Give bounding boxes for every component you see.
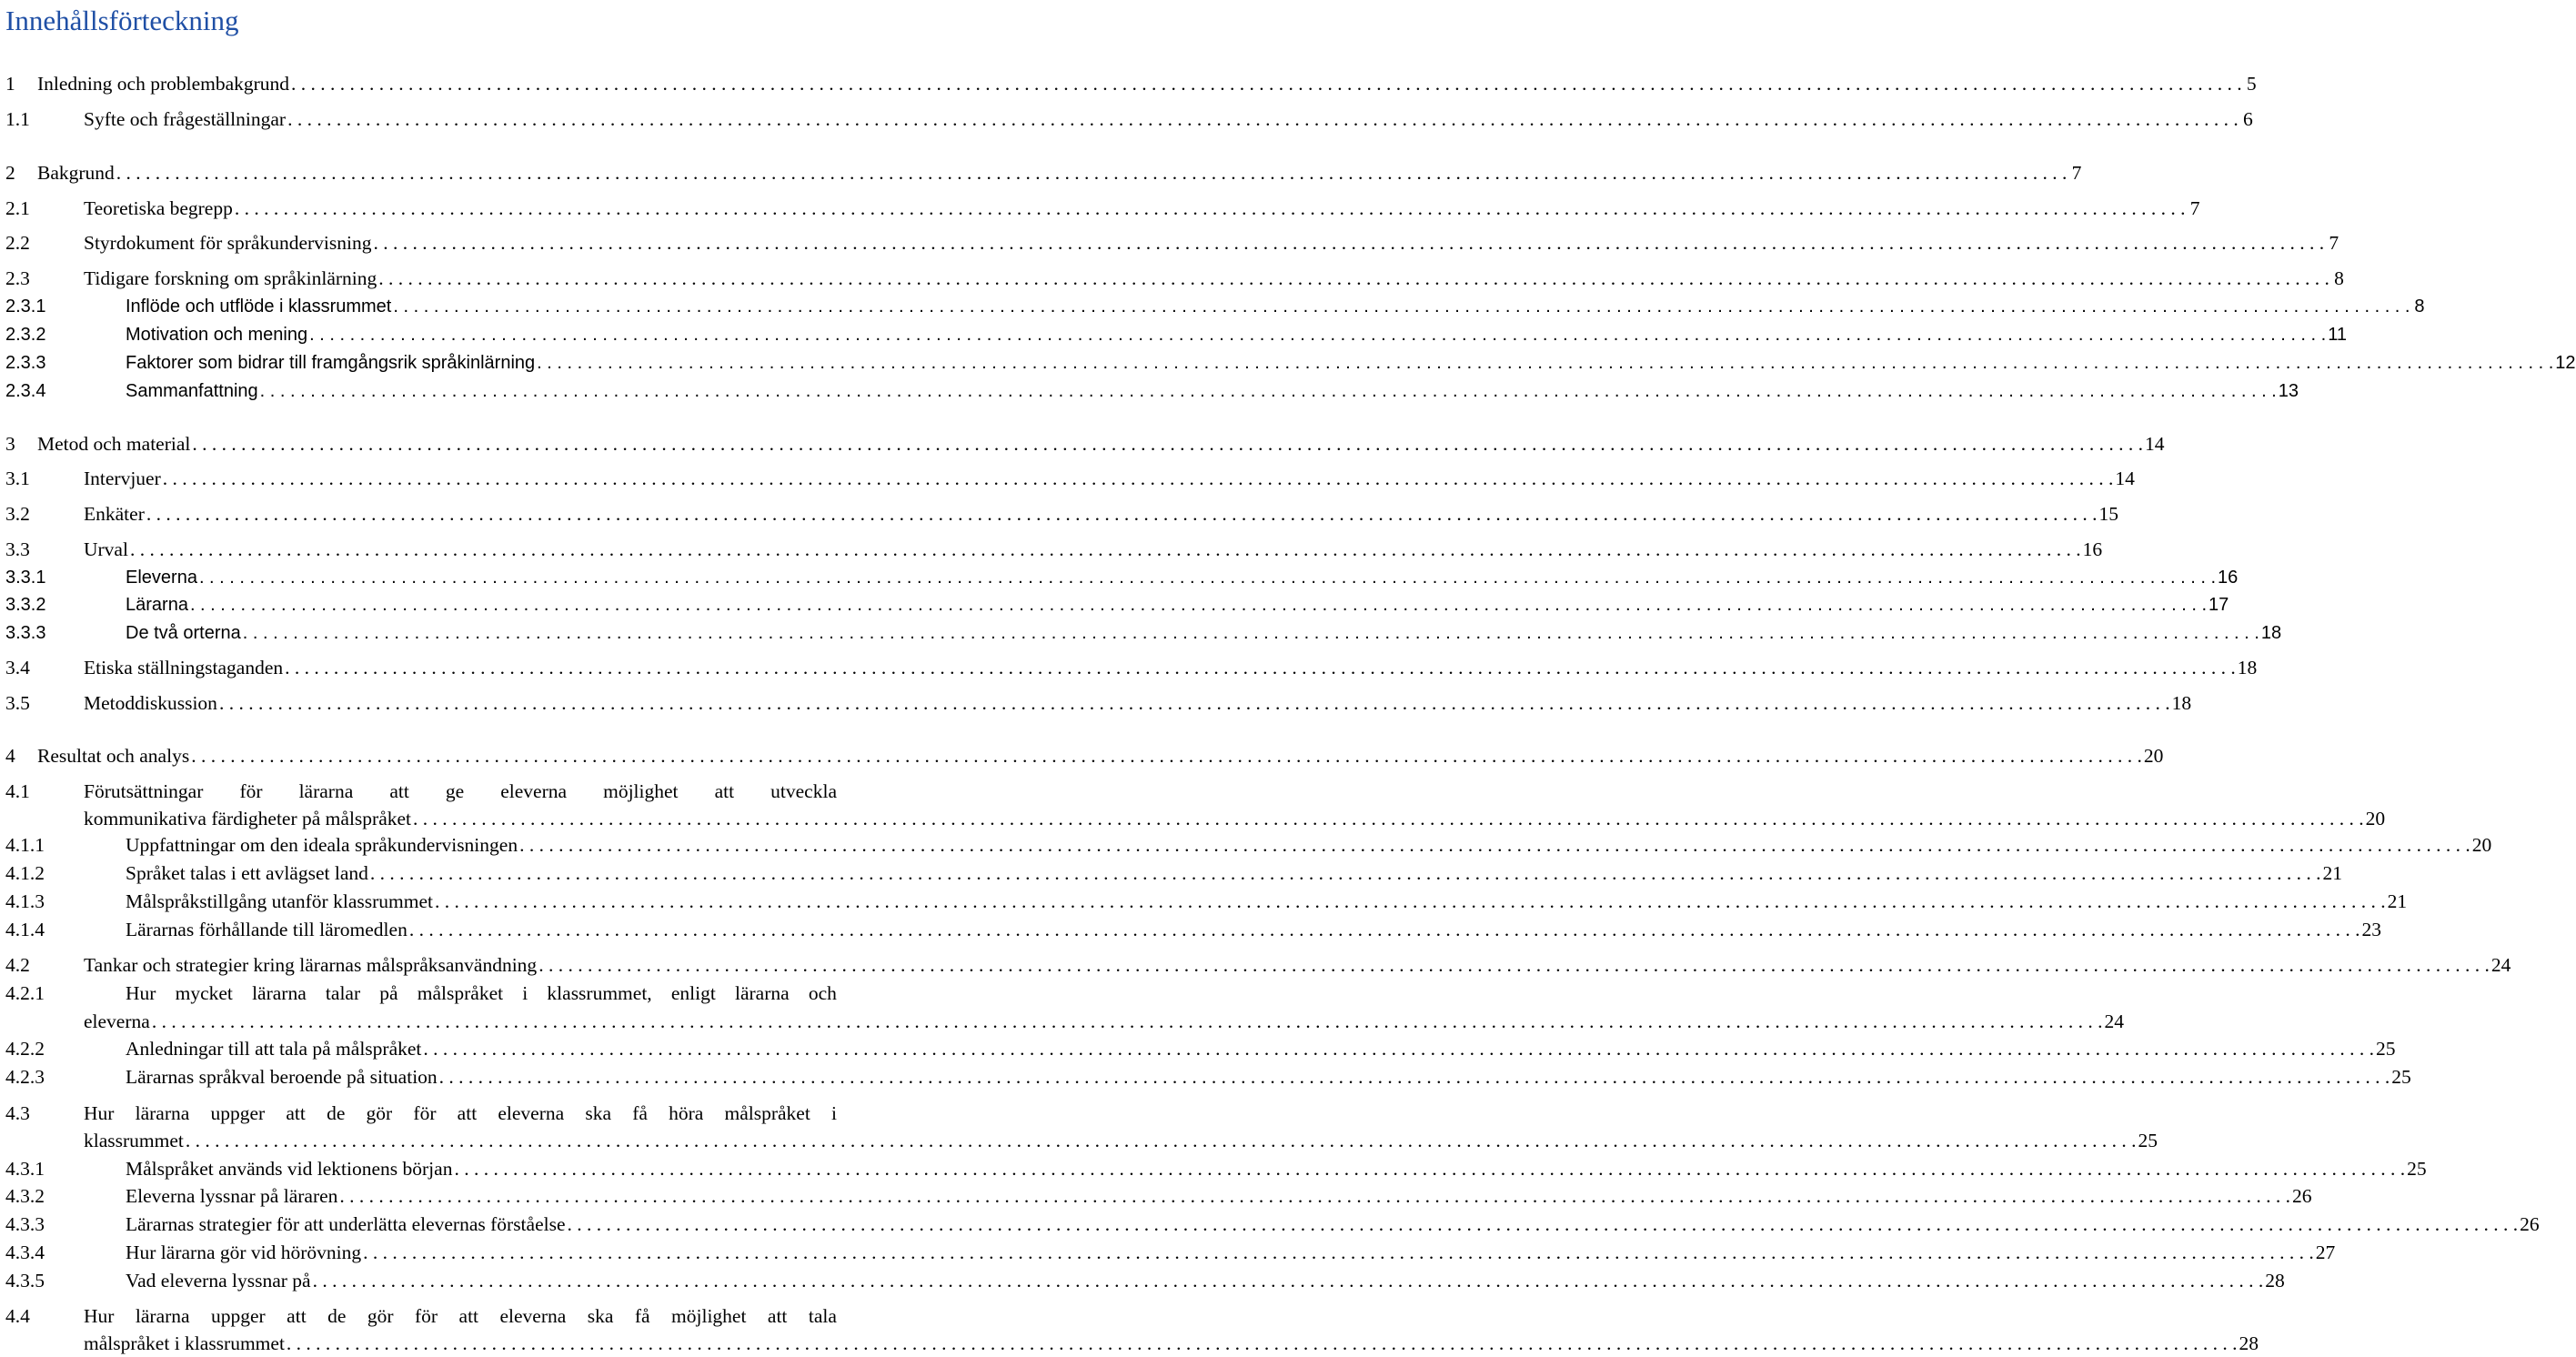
toc-entry-page: 7: [2329, 232, 2340, 254]
dot-leader: . . . . . . . . . . . . . . . . . . . . . . . . . . . . . . . . . . . . . . . . . . . . . . . . . . . . . . . . . . . . . . . . . . . . . . . . . . . . . . . . . . . . . . . . . . . . . . . . . . . . . . . . . . . . . . . . . . . . . . . . . . . . . . . . . . . . . . . . . . . . . . . . . . . . . . . . . . . . . . . . . . . . . . . . . . . . . . . . . . . . . . . . . . . . . . . . . . . . . . . .: [287, 108, 2239, 130]
dot-leader: . . . . . . . . . . . . . . . . . . . . . . . . . . . . . . . . . . . . . . . . . . . . . . . . . . . . . . . . . . . . . . . . . . . . . . . . . . . . . . . . . . . . . . . . . . . . . . . . . . . . . . . . . . . . . . . . . . . . . . . . . . . . . . . . . . . . . . . . . . . . . . . . . . . . . . . . . . . . . . . . . . . . . . . . . . . . . . . . . . . . . . . . . . . . . . . . . . . . . . . .: [408, 919, 2360, 940]
toc-entry-number: 2.3.2: [5, 325, 46, 345]
dot-leader: . . . . . . . . . . . . . . . . . . . . . . . . . . . . . . . . . . . . . . . . . . . . . . . . . . . . . . . . . . . . . . . . . . . . . . . . . . . . . . . . . . . . . . . . . . . . . . . . . . . . . . . . . . . . . . . . . . . . . . . . . . . . . . . . . . . . . . . . . . . . . . . . . . . . . . . . . . . . . . . . . . . . . . . . . . . . . . . . . . . . . . . . . . . . . . . . . . . . . . . .: [378, 267, 2329, 289]
toc-entry-number: 4.2: [5, 954, 30, 976]
dot-leader: . . . . . . . . . . . . . . . . . . . . . . . . . . . . . . . . . . . . . . . . . . . . . . . . . . . . . . . . . . . . . . . . . . . . . . . . . . . . . . . . . . . . . . . . . . . . . . . . . . . . . . . . . . . . . . . . . . . . . . . . . . . . . . . . . . . . . . . . . . . . . . . . . . . . . . . . . . . . . . . . . . . . . . . . . . . . . . . . . . . . . . . . . . . . . . . . . . . . . . . .: [189, 595, 2208, 615]
toc-entry-number: 4.4: [5, 1305, 30, 1327]
toc-entry-page: 13: [2278, 381, 2299, 401]
toc-entry-number: 3.3.1: [5, 568, 46, 588]
toc-entry-label: Teoretiska begrepp: [84, 197, 233, 219]
dot-leader: . . . . . . . . . . . . . . . . . . . . . . . . . . . . . . . . . . . . . . . . . . . . . . . . . . . . . . . . . . . . . . . . . . . . . . . . . . . . . . . . . . . . . . . . . . . . . . . . . . . . . . . . . . . . . . . . . . . . . . . . . . . . . . . . . . . . . . . . . . . . . . . . . . . . . . . . . . . . . . . . . . . . . . . . . . . . . . . . . . . . . . . . . . . . . . . . . . . . . . . .: [438, 1066, 2390, 1088]
toc-entry-number: 3.2: [5, 503, 30, 525]
dot-leader: . . . . . . . . . . . . . . . . . . . . . . . . . . . . . . . . . . . . . . . . . . . . . . . . . . . . . . . . . . . . . . . . . . . . . . . . . . . . . . . . . . . . . . . . . . . . . . . . . . . . . . . . . . . . . . . . . . . . . . . . . . . . . . . . . . . . . . . . . . . . . . . . . . . . . . . . . . . . . . . . . . . . . . . . . . . . . . . . . . . . . . . . . . . . . . . . . . . . . . . .: [537, 353, 2554, 373]
toc-entry-label: Sammanfattning: [126, 381, 258, 401]
toc-entry-label-continued: målspråket i klassrummet: [84, 1332, 285, 1354]
toc-entry-label: Hur lärarna uppger att de gör för att eleverna ska få höra målspråket i: [84, 1102, 837, 1124]
toc-entry-number: 3: [5, 433, 15, 455]
toc-entry-label: Motivation och mening: [126, 325, 308, 345]
dot-leader: . . . . . . . . . . . . . . . . . . . . . . . . . . . . . . . . . . . . . . . . . . . . . . . . . . . . . . . . . . . . . . . . . . . . . . . . . . . . . . . . . . . . . . . . . . . . . . . . . . . . . . . . . . . . . . . . . . . . . . . . . . . . . . . . . . . . . . . . . . . . . . . . . . . . . . . . . . . . . . . . . . . . . . . . . . . . . . . . . . . . . . . . . . . . . . . . . . . . . . . .: [191, 745, 2142, 767]
toc-entry-number: 4.1.3: [5, 890, 45, 912]
toc-entry-page: 7: [2071, 162, 2082, 184]
toc-entry-label: Vad eleverna lyssnar på: [126, 1270, 311, 1292]
toc-entry-label: Inledning och problembakgrund: [37, 73, 290, 95]
dot-leader: . . . . . . . . . . . . . . . . . . . . . . . . . . . . . . . . . . . . . . . . . . . . . . . . . . . . . . . . . . . . . . . . . . . . . . . . . . . . . . . . . . . . . . . . . . . . . . . . . . . . . . . . . . . . . . . . . . . . . . . . . . . . . . . . . . . . . . . . . . . . . . . . . . . . . . . . . . . . . . . . . . . . . . . . . . . . . . . . . . . . . . . . . . . . . . . . . . . . . . . .: [291, 73, 2242, 95]
dot-leader: . . . . . . . . . . . . . . . . . . . . . . . . . . . . . . . . . . . . . . . . . . . . . . . . . . . . . . . . . . . . . . . . . . . . . . . . . . . . . . . . . . . . . . . . . . . . . . . . . . . . . . . . . . . . . . . . . . . . . . . . . . . . . . . . . . . . . . . . . . . . . . . . . . . . . . . . . . . . . . . . . . . . . . . . . . . . . . . . . . . . . . . . . . . . . . . . . . . . . . . .: [129, 538, 2081, 560]
toc-entry-page: 16: [2082, 538, 2103, 560]
toc-entry-number: 4: [5, 745, 15, 767]
toc-entry-number: 3.4: [5, 657, 30, 678]
toc-entry-page: 20: [2471, 834, 2492, 856]
toc-entry-number: 2.2: [5, 232, 30, 254]
toc-entry-page: 24: [2104, 1010, 2124, 1032]
toc-entry-label: Målspråket används vid lektionens början: [126, 1158, 453, 1180]
toc-entry-page: 8: [2414, 297, 2425, 317]
toc-entry-label: Styrdokument för språkundervisning: [84, 232, 372, 254]
toc-entry-number: 4.3.1: [5, 1158, 45, 1180]
toc-entry-label: Tidigare forskning om språkinlärning: [84, 267, 377, 289]
toc-entry-label: Intervjuer: [84, 467, 161, 489]
toc-entry-number: 2.3.4: [5, 381, 46, 401]
dot-leader: . . . . . . . . . . . . . . . . . . . . . . . . . . . . . . . . . . . . . . . . . . . . . . . . . . . . . . . . . . . . . . . . . . . . . . . . . . . . . . . . . . . . . . . . . . . . . . . . . . . . . . . . . . . . . . . . . . . . . . . . . . . . . . . . . . . . . . . . . . . . . . . . . . . . . . . . . . . . . . . . . . . . . . . . . . . . . . . . . . . . . . . . . . . . . . . . . . . . . . . .: [369, 862, 2321, 884]
dot-leader: . . . . . . . . . . . . . . . . . . . . . . . . . . . . . . . . . . . . . . . . . . . . . . . . . . . . . . . . . . . . . . . . . . . . . . . . . . . . . . . . . . . . . . . . . . . . . . . . . . . . . . . . . . . . . . . . . . . . . . . . . . . . . . . . . . . . . . . . . . . . . . . . . . . . . . . . . . . . . . . . . . . . . . . . . . . . . . . . . . . . . . . . . . . . . . . . . . . . . . . .: [423, 1038, 2375, 1060]
toc-entry-label: Eleverna: [126, 568, 197, 588]
toc-entry-page: 23: [2361, 919, 2381, 940]
toc-entry-label: Enkäter: [84, 503, 145, 525]
dot-leader: . . . . . . . . . . . . . . . . . . . . . . . . . . . . . . . . . . . . . . . . . . . . . . . . . . . . . . . . . . . . . . . . . . . . . . . . . . . . . . . . . . . . . . . . . . . . . . . . . . . . . . . . . . . . . . . . . . . . . . . . . . . . . . . . . . . . . . . . . . . . . . . . . . . . . . . . . . . . . . . . . . . . . . . . . . . . . . . . . . . . . . . . . . . . . . . . . . . . . . . .: [567, 1213, 2519, 1235]
dot-leader: . . . . . . . . . . . . . . . . . . . . . . . . . . . . . . . . . . . . . . . . . . . . . . . . . . . . . . . . . . . . . . . . . . . . . . . . . . . . . . . . . . . . . . . . . . . . . . . . . . . . . . . . . . . . . . . . . . . . . . . . . . . . . . . . . . . . . . . . . . . . . . . . . . . . . . . . . . . . . . . . . . . . . . . . . . . . . . . . . . . . . . . . . . . . . . . . . . . . . . . .: [519, 834, 2470, 856]
toc-entry-number: 2.1: [5, 197, 30, 219]
dot-leader: . . . . . . . . . . . . . . . . . . . . . . . . . . . . . . . . . . . . . . . . . . . . . . . . . . . . . . . . . . . . . . . . . . . . . . . . . . . . . . . . . . . . . . . . . . . . . . . . . . . . . . . . . . . . . . . . . . . . . . . . . . . . . . . . . . . . . . . . . . . . . . . . . . . . . . . . . . . . . . . . . . . . . . . . . . . . . . . . . . . . . . . . . . . . . . . . . . . . . . . .: [434, 890, 2386, 912]
dot-leader: . . . . . . . . . . . . . . . . . . . . . . . . . . . . . . . . . . . . . . . . . . . . . . . . . . . . . . . . . . . . . . . . . . . . . . . . . . . . . . . . . . . . . . . . . . . . . . . . . . . . . . . . . . . . . . . . . . . . . . . . . . . . . . . . . . . . . . . . . . . . . . . . . . . . . . . . . . . . . . . . . . . . . . . . . . . . . . . . . . . . . . . . . . . . . . . . . . . . . . . .: [192, 433, 2143, 455]
toc-entry-page: 25: [2138, 1130, 2158, 1151]
toc-entry-page: 18: [2237, 657, 2258, 678]
toc-entry-page: 28: [2265, 1270, 2285, 1292]
toc-entry-number: 1: [5, 73, 15, 95]
toc-entry-number: 2.3: [5, 267, 30, 289]
toc-entry-label: Metoddiskussion: [84, 692, 217, 714]
dot-leader: . . . . . . . . . . . . . . . . . . . . . . . . . . . . . . . . . . . . . . . . . . . . . . . . . . . . . . . . . . . . . . . . . . . . . . . . . . . . . . . . . . . . . . . . . . . . . . . . . . . . . . . . . . . . . . . . . . . . . . . . . . . . . . . . . . . . . . . . . . . . . . . . . . . . . . . . . . . . . . . . . . . . . . . . . . . . . . . . . . . . . . . . . . . . . . . . . . . . . . . .: [339, 1185, 2291, 1207]
toc-entry-label: Målspråkstillgång utanför klassrummet: [126, 890, 433, 912]
toc-entry-label: Eleverna lyssnar på läraren: [126, 1185, 338, 1207]
toc-entry-number: 4.1.2: [5, 862, 45, 884]
toc-entry-page: 15: [2098, 503, 2118, 525]
toc-entry-label: Hur lärarna gör vid hörövning: [126, 1241, 362, 1263]
dot-leader: . . . . . . . . . . . . . . . . . . . . . . . . . . . . . . . . . . . . . . . . . . . . . . . . . . . . . . . . . . . . . . . . . . . . . . . . . . . . . . . . . . . . . . . . . . . . . . . . . . . . . . . . . . . . . . . . . . . . . . . . . . . . . . . . . . . . . . . . . . . . . . . . . . . . . . . . . . . . . . . . . . . . . . . . . . . . . . . . . . . . . . . . . . . . . . . . . . . . . . . .: [413, 808, 2364, 829]
toc-entry-label: Anledningar till att tala på målspråket: [126, 1038, 422, 1060]
toc-entry-page: 20: [2365, 808, 2386, 829]
toc-entry-label: Faktorer som bidrar till framgångsrik språkinlärning: [126, 353, 536, 373]
toc-entry-label: Resultat och analys: [37, 745, 190, 767]
dot-leader: . . . . . . . . . . . . . . . . . . . . . . . . . . . . . . . . . . . . . . . . . . . . . . . . . . . . . . . . . . . . . . . . . . . . . . . . . . . . . . . . . . . . . . . . . . . . . . . . . . . . . . . . . . . . . . . . . . . . . . . . . . . . . . . . . . . . . . . . . . . . . . . . . . . . . . . . . . . . . . . . . . . . . . . . . . . . . . . . . . . . . . . . . . . . . . . . . . . . . . . .: [218, 692, 2170, 714]
toc-entry-page: 5: [2246, 73, 2257, 95]
toc-entry-page: 26: [2520, 1213, 2540, 1235]
toc-entry-label-continued: klassrummet: [84, 1130, 184, 1151]
toc-entry-page: 8: [2334, 267, 2344, 289]
dot-leader: . . . . . . . . . . . . . . . . . . . . . . . . . . . . . . . . . . . . . . . . . . . . . . . . . . . . . . . . . . . . . . . . . . . . . . . . . . . . . . . . . . . . . . . . . . . . . . . . . . . . . . . . . . . . . . . . . . . . . . . . . . . . . . . . . . . . . . . . . . . . . . . . . . . . . . . . . . . . . . . . . . . . . . . . . . . . . . . . . . . . . . . . . . . . . . . . . . . . . . . .: [151, 1010, 2103, 1032]
toc-entry-number: 4.1: [5, 780, 30, 802]
dot-leader: . . . . . . . . . . . . . . . . . . . . . . . . . . . . . . . . . . . . . . . . . . . . . . . . . . . . . . . . . . . . . . . . . . . . . . . . . . . . . . . . . . . . . . . . . . . . . . . . . . . . . . . . . . . . . . . . . . . . . . . . . . . . . . . . . . . . . . . . . . . . . . . . . . . . . . . . . . . . . . . . . . . . . . . . . . . . . . . . . . . . . . . . . . . . . . . . . . . . . . . .: [146, 503, 2098, 525]
toc-entry-number: 2.3.3: [5, 353, 46, 373]
dot-leader: . . . . . . . . . . . . . . . . . . . . . . . . . . . . . . . . . . . . . . . . . . . . . . . . . . . . . . . . . . . . . . . . . . . . . . . . . . . . . . . . . . . . . . . . . . . . . . . . . . . . . . . . . . . . . . . . . . . . . . . . . . . . . . . . . . . . . . . . . . . . . . . . . . . . . . . . . . . . . . . . . . . . . . . . . . . . . . . . . . . . . . . . . . . . . . . . . . . . . . . .: [312, 1270, 2264, 1292]
toc-entry-label: De två orterna: [126, 623, 241, 643]
toc-entry-number: 3.3: [5, 538, 30, 560]
toc-entry-page: 18: [2260, 623, 2282, 643]
toc-entry-label: Lärarnas strategier för att underlätta elevernas förståelse: [126, 1213, 566, 1235]
toc-entry-page: 27: [2315, 1241, 2336, 1263]
dot-leader: . . . . . . . . . . . . . . . . . . . . . . . . . . . . . . . . . . . . . . . . . . . . . . . . . . . . . . . . . . . . . . . . . . . . . . . . . . . . . . . . . . . . . . . . . . . . . . . . . . . . . . . . . . . . . . . . . . . . . . . . . . . . . . . . . . . . . . . . . . . . . . . . . . . . . . . . . . . . . . . . . . . . . . . . . . . . . . . . . . . . . . . . . . . . . . . . . . . . . . . .: [393, 297, 2410, 317]
toc-entry-number: 4.3.3: [5, 1213, 45, 1235]
toc-entry-number: 4.2.3: [5, 1066, 45, 1088]
toc-entry-label-continued: eleverna: [84, 1010, 150, 1032]
toc-entry-label: Bakgrund: [37, 162, 115, 184]
toc-entry-page: 11: [2328, 325, 2347, 345]
toc-entry-number: 1.1: [5, 108, 30, 130]
dot-leader: . . . . . . . . . . . . . . . . . . . . . . . . . . . . . . . . . . . . . . . . . . . . . . . . . . . . . . . . . . . . . . . . . . . . . . . . . . . . . . . . . . . . . . . . . . . . . . . . . . . . . . . . . . . . . . . . . . . . . . . . . . . . . . . . . . . . . . . . . . . . . . . . . . . . . . . . . . . . . . . . . . . . . . . . . . . . . . . . . . . . . . . . . . . . . . . . . . . . . . . .: [162, 467, 2114, 489]
dot-leader: . . . . . . . . . . . . . . . . . . . . . . . . . . . . . . . . . . . . . . . . . . . . . . . . . . . . . . . . . . . . . . . . . . . . . . . . . . . . . . . . . . . . . . . . . . . . . . . . . . . . . . . . . . . . . . . . . . . . . . . . . . . . . . . . . . . . . . . . . . . . . . . . . . . . . . . . . . . . . . . . . . . . . . . . . . . . . . . . . . . . . . . . . . . . . . . . . . . . . . . .: [286, 1332, 2238, 1354]
toc-entry-label: Språket talas i ett avlägset land: [126, 862, 368, 884]
toc-entry-label: Hur lärarna uppger att de gör för att eleverna ska få möjlighet att tala: [84, 1305, 837, 1327]
toc-entry-label: Inflöde och utflöde i klassrummet: [126, 297, 392, 317]
toc-entry-page: 14: [2115, 467, 2135, 489]
dot-leader: . . . . . . . . . . . . . . . . . . . . . . . . . . . . . . . . . . . . . . . . . . . . . . . . . . . . . . . . . . . . . . . . . . . . . . . . . . . . . . . . . . . . . . . . . . . . . . . . . . . . . . . . . . . . . . . . . . . . . . . . . . . . . . . . . . . . . . . . . . . . . . . . . . . . . . . . . . . . . . . . . . . . . . . . . . . . . . . . . . . . . . . . . . . . . . . . . . . . . . . .: [234, 197, 2186, 219]
toc-entry-number: 3.3.2: [5, 595, 46, 615]
dot-leader: . . . . . . . . . . . . . . . . . . . . . . . . . . . . . . . . . . . . . . . . . . . . . . . . . . . . . . . . . . . . . . . . . . . . . . . . . . . . . . . . . . . . . . . . . . . . . . . . . . . . . . . . . . . . . . . . . . . . . . . . . . . . . . . . . . . . . . . . . . . . . . . . . . . . . . . . . . . . . . . . . . . . . . . . . . . . . . . . . . . . . . . . . . . . . . . . . . . . . . . .: [454, 1158, 2406, 1180]
toc-entry-page: 12: [2555, 353, 2576, 373]
toc-entry-label: Hur mycket lärarna talar på målspråket i klassrummet, enligt lärarna och: [126, 982, 837, 1004]
toc-entry-label: Lärarnas språkval beroende på situation: [126, 1066, 438, 1088]
dot-leader: . . . . . . . . . . . . . . . . . . . . . . . . . . . . . . . . . . . . . . . . . . . . . . . . . . . . . . . . . . . . . . . . . . . . . . . . . . . . . . . . . . . . . . . . . . . . . . . . . . . . . . . . . . . . . . . . . . . . . . . . . . . . . . . . . . . . . . . . . . . . . . . . . . . . . . . . . . . . . . . . . . . . . . . . . . . . . . . . . . . . . . . . . . . . . . . . . . . . . . . .: [259, 381, 2277, 401]
toc-entry-label: Urval: [84, 538, 128, 560]
toc-entry-page: 25: [2391, 1066, 2411, 1088]
toc-entry-number: 4.3: [5, 1102, 30, 1124]
toc-entry-label: Etiska ställningstaganden: [84, 657, 284, 678]
toc-entry-number: 4.2.2: [5, 1038, 45, 1060]
toc-entry-page: 25: [2407, 1158, 2427, 1180]
toc-entry-page: 28: [2239, 1332, 2259, 1354]
toc-entry-number: 3.3.3: [5, 623, 46, 643]
toc-entry-page: 25: [2376, 1038, 2396, 1060]
dot-leader: . . . . . . . . . . . . . . . . . . . . . . . . . . . . . . . . . . . . . . . . . . . . . . . . . . . . . . . . . . . . . . . . . . . . . . . . . . . . . . . . . . . . . . . . . . . . . . . . . . . . . . . . . . . . . . . . . . . . . . . . . . . . . . . . . . . . . . . . . . . . . . . . . . . . . . . . . . . . . . . . . . . . . . . . . . . . . . . . . . . . . . . . . . . . . . . . . . . . . . . .: [198, 568, 2217, 588]
dot-leader: . . . . . . . . . . . . . . . . . . . . . . . . . . . . . . . . . . . . . . . . . . . . . . . . . . . . . . . . . . . . . . . . . . . . . . . . . . . . . . . . . . . . . . . . . . . . . . . . . . . . . . . . . . . . . . . . . . . . . . . . . . . . . . . . . . . . . . . . . . . . . . . . . . . . . . . . . . . . . . . . . . . . . . . . . . . . . . . . . . . . . . . . . . . . . . . . . . . . . . . .: [373, 232, 2325, 254]
toc-entry-number: 4.1.4: [5, 919, 45, 940]
toc-entry-number: 4.3.4: [5, 1241, 45, 1263]
toc-entry-page: 18: [2171, 692, 2192, 714]
toc-entry-number: 4.3.2: [5, 1185, 45, 1207]
dot-leader: . . . . . . . . . . . . . . . . . . . . . . . . . . . . . . . . . . . . . . . . . . . . . . . . . . . . . . . . . . . . . . . . . . . . . . . . . . . . . . . . . . . . . . . . . . . . . . . . . . . . . . . . . . . . . . . . . . . . . . . . . . . . . . . . . . . . . . . . . . . . . . . . . . . . . . . . . . . . . . . . . . . . . . . . . . . . . . . . . . . . . . . . . . . . . . . . . . . . . . . .: [285, 657, 2236, 678]
toc-entry-page: 26: [2292, 1185, 2312, 1207]
dot-leader: . . . . . . . . . . . . . . . . . . . . . . . . . . . . . . . . . . . . . . . . . . . . . . . . . . . . . . . . . . . . . . . . . . . . . . . . . . . . . . . . . . . . . . . . . . . . . . . . . . . . . . . . . . . . . . . . . . . . . . . . . . . . . . . . . . . . . . . . . . . . . . . . . . . . . . . . . . . . . . . . . . . . . . . . . . . . . . . . . . . . . . . . . . . . . . . . . . . . . . . .: [116, 162, 2068, 184]
toc-entry-number: 2.3.1: [5, 297, 46, 317]
toc-entry-page: 21: [2387, 890, 2408, 912]
toc-entry-label: Lärarnas förhållande till läromedlen: [126, 919, 408, 940]
toc-entry-page: 6: [2242, 108, 2253, 130]
dot-leader: . . . . . . . . . . . . . . . . . . . . . . . . . . . . . . . . . . . . . . . . . . . . . . . . . . . . . . . . . . . . . . . . . . . . . . . . . . . . . . . . . . . . . . . . . . . . . . . . . . . . . . . . . . . . . . . . . . . . . . . . . . . . . . . . . . . . . . . . . . . . . . . . . . . . . . . . . . . . . . . . . . . . . . . . . . . . . . . . . . . . . . . . . . . . . . . . . . . . . . . .: [538, 954, 2490, 976]
toc-entry-page: 17: [2209, 595, 2229, 615]
toc-entry-number: 3.5: [5, 692, 30, 714]
toc-entry-label: Tankar och strategier kring lärarnas målspråksanvändning: [84, 954, 538, 976]
toc-entry-number: 3.1: [5, 467, 30, 489]
toc-entry-label: Metod och material: [37, 433, 191, 455]
toc-entry-page: 7: [2189, 197, 2200, 219]
toc-entry-page: 14: [2144, 433, 2165, 455]
toc-entry-label: Uppfattningar om den ideala språkundervisningen: [126, 834, 518, 856]
toc-entry-page: 24: [2490, 954, 2511, 976]
toc-entry-label: Lärarna: [126, 595, 188, 615]
toc-entry-number: 4.1.1: [5, 834, 45, 856]
toc-heading: Innehållsförteckning: [5, 5, 239, 36]
toc-entry-number: 4.2.1: [5, 982, 45, 1004]
toc-entry-label: Syfte och frågeställningar: [84, 108, 287, 130]
dot-leader: . . . . . . . . . . . . . . . . . . . . . . . . . . . . . . . . . . . . . . . . . . . . . . . . . . . . . . . . . . . . . . . . . . . . . . . . . . . . . . . . . . . . . . . . . . . . . . . . . . . . . . . . . . . . . . . . . . . . . . . . . . . . . . . . . . . . . . . . . . . . . . . . . . . . . . . . . . . . . . . . . . . . . . . . . . . . . . . . . . . . . . . . . . . . . . . . . . . . . . . .: [363, 1241, 2314, 1263]
toc-entry-page: 20: [2143, 745, 2164, 767]
dot-leader: . . . . . . . . . . . . . . . . . . . . . . . . . . . . . . . . . . . . . . . . . . . . . . . . . . . . . . . . . . . . . . . . . . . . . . . . . . . . . . . . . . . . . . . . . . . . . . . . . . . . . . . . . . . . . . . . . . . . . . . . . . . . . . . . . . . . . . . . . . . . . . . . . . . . . . . . . . . . . . . . . . . . . . . . . . . . . . . . . . . . . . . . . . . . . . . . . . . . . . . .: [309, 325, 2327, 345]
toc-entry-page: 21: [2322, 862, 2342, 884]
toc-entry-page: 16: [2218, 568, 2239, 588]
toc-entry-number: 4.3.5: [5, 1270, 45, 1292]
dot-leader: . . . . . . . . . . . . . . . . . . . . . . . . . . . . . . . . . . . . . . . . . . . . . . . . . . . . . . . . . . . . . . . . . . . . . . . . . . . . . . . . . . . . . . . . . . . . . . . . . . . . . . . . . . . . . . . . . . . . . . . . . . . . . . . . . . . . . . . . . . . . . . . . . . . . . . . . . . . . . . . . . . . . . . . . . . . . . . . . . . . . . . . . . . . . . . . . . . . . . . . .: [185, 1130, 2137, 1151]
toc-entry-number: 2: [5, 162, 15, 184]
toc-entry-label: Förutsättningar för lärarna att ge eleverna möjlighet att utveckla: [84, 780, 837, 802]
dot-leader: . . . . . . . . . . . . . . . . . . . . . . . . . . . . . . . . . . . . . . . . . . . . . . . . . . . . . . . . . . . . . . . . . . . . . . . . . . . . . . . . . . . . . . . . . . . . . . . . . . . . . . . . . . . . . . . . . . . . . . . . . . . . . . . . . . . . . . . . . . . . . . . . . . . . . . . . . . . . . . . . . . . . . . . . . . . . . . . . . . . . . . . . . . . . . . . . . . . . . . . .: [242, 623, 2259, 643]
toc-entry-label-continued: kommunikativa färdigheter på målspråket: [84, 808, 411, 829]
